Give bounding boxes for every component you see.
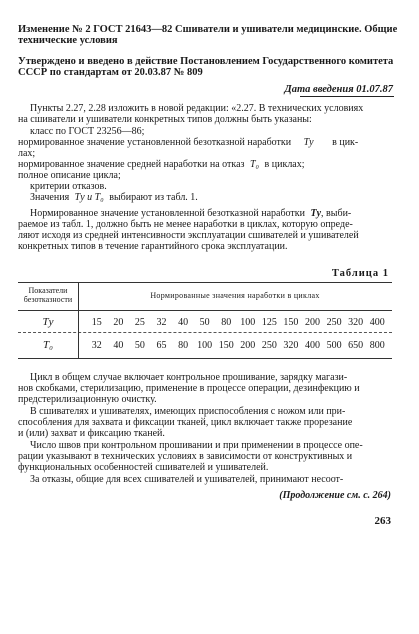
ty-value-cell: 150 [283, 317, 299, 328]
p1-line6-text: нормированное значение средней наработки на отказ [18, 159, 245, 170]
t0-value-cell: 400 [304, 340, 320, 351]
p2-line3: ляют исходя из средней интенсивности эксплуатации сшивателей и ушивателей [18, 230, 359, 241]
p1-line2: на сшиватели и ушиватели конкретных типов должны быть указаны: [18, 114, 312, 125]
continued-note: (Продолжение см. с. 264) [279, 490, 391, 501]
ty-value-cell: 80 [221, 317, 232, 328]
t0-value-cell: 250 [261, 340, 277, 351]
amendment-title-line2: технические условия [18, 35, 118, 46]
p1-line7: полное описание цикла; [18, 170, 121, 181]
approval-line1: Утверждено и введено в действие Постановлением Государственного комитета [18, 56, 394, 67]
ty-value-cell: 400 [369, 317, 385, 328]
table-bottom-rule [18, 358, 392, 359]
p5-line2: рации указывают в технических условиях в зависимости от конструктивных и [18, 451, 353, 462]
t0-value-cell: 500 [326, 340, 342, 351]
t0-value-cell: 50 [134, 340, 145, 351]
approval-line2: СССР по стандартам от 20.03.87 № 809 [18, 67, 203, 78]
row-ty-label: Tу [42, 316, 54, 328]
table-caption: Таблица 1 [331, 268, 389, 279]
p2-line2: раемое из табл. 1, должно быть не менее наработки в циклах, которую опреде- [18, 219, 353, 230]
ty-value-cell: 100 [240, 317, 256, 328]
t0-value-cell: 650 [348, 340, 364, 351]
ty-value-cell: 20 [113, 317, 124, 328]
p1-line5: лах; [18, 148, 36, 159]
p4-line2: способления для захвата и фиксации тканей, цикл включает также прорезание [18, 417, 353, 428]
t0-value-cell: 150 [218, 340, 234, 351]
p1-line6-suffix: в циклах; [264, 159, 305, 170]
t0-value-cell: 200 [240, 340, 256, 351]
col1-header-line1: Показатели [28, 286, 68, 295]
ty-value-cell: 320 [348, 317, 364, 328]
ty-value-cell: 40 [178, 317, 189, 328]
p1-line4 [18, 137, 358, 148]
ty-value-cell: 32 [156, 317, 167, 328]
date-underline [300, 96, 394, 97]
p2-line1 [30, 208, 351, 219]
p3-line1: Цикл в общем случае включает контрольное прошивание, зарядку магази- [30, 372, 348, 383]
p2-line4: конкретных типов в течение гарантийного срока эксплуатации. [18, 241, 288, 252]
table-row-divider [18, 332, 392, 333]
ty-value-cell: 15 [91, 317, 102, 328]
col2-header: Нормированные значения наработки в циклах [150, 291, 320, 300]
ty-and-t0-symbols: Tу и T₀ [74, 192, 104, 203]
table-header-rule [18, 310, 392, 311]
t0-value-cell: 320 [283, 340, 299, 351]
p2-line1-tail: , выби- [321, 208, 352, 219]
table-top-rule [18, 282, 392, 283]
ty-value-cell: 25 [134, 317, 145, 328]
t0-value-cell: 100 [197, 340, 213, 351]
p5-line3: функциональных особенностей сшивателей и ушивателей. [18, 462, 269, 473]
t0-value-cell: 32 [91, 340, 102, 351]
p3-line3: предстерилизационную очистку. [18, 394, 157, 405]
t0-symbol: T₀ [249, 159, 260, 170]
p1-line8: критерии отказов. [30, 181, 107, 192]
p1-line4-text: нормированное значение установленной безотказной наработки [18, 137, 292, 148]
p4-line3: и (или) захват и фиксацию тканей. [18, 428, 165, 439]
t0-value-cell: 65 [156, 340, 167, 351]
ty-symbol-2: Tу [310, 208, 322, 219]
p1-line1: Пункты 2.27, 2.28 изложить в новой редакции: «2.27. В технических условиях [30, 103, 364, 114]
p2-line1-text: Нормированное значение установленной безотказной наработки [30, 208, 305, 219]
row-t0-label: T₀ [43, 339, 53, 351]
amendment-title-line1: Изменение № 2 ГОСТ 21643—82 Сшиватели и ушиватели медицинские. Общие [18, 24, 398, 35]
ty-value-cell: 50 [199, 317, 210, 328]
col1-header-line2: безотказности [23, 295, 73, 304]
p4-line1: В сшивателях и ушивателях, имеющих приспособления с ножом или при- [30, 406, 346, 417]
ty-value-cell: 250 [326, 317, 342, 328]
p5-line1: Число швов при контрольном прошивании и при применении в процессе опе- [30, 440, 363, 451]
t0-value-cell: 80 [178, 340, 189, 351]
effective-date: Дата введения 01.07.87 [284, 84, 393, 95]
p3-line2: нов скобками, стерилизацию, применение в процессе операции, дезинфекцию и [18, 383, 360, 394]
p6-line1: За отказы, общие для всех сшивателей и ушивателей, принимают несоот- [30, 474, 344, 485]
t0-value-cell: 40 [113, 340, 124, 351]
t0-value-cell: 800 [369, 340, 385, 351]
ty-value-cell: 200 [304, 317, 320, 328]
p1-line9-text: Значения [30, 192, 70, 203]
p1-line9 [30, 192, 198, 203]
p1-line9-suffix: выбирают из табл. 1. [109, 192, 198, 203]
ty-symbol: Tу [303, 137, 314, 148]
page-number: 263 [374, 515, 391, 527]
ty-value-cell: 125 [261, 317, 277, 328]
p1-line4-suffix: в цик- [332, 137, 359, 148]
p1-line3: класс по ГОСТ 23256—86; [30, 126, 145, 137]
p1-line6 [18, 159, 305, 170]
